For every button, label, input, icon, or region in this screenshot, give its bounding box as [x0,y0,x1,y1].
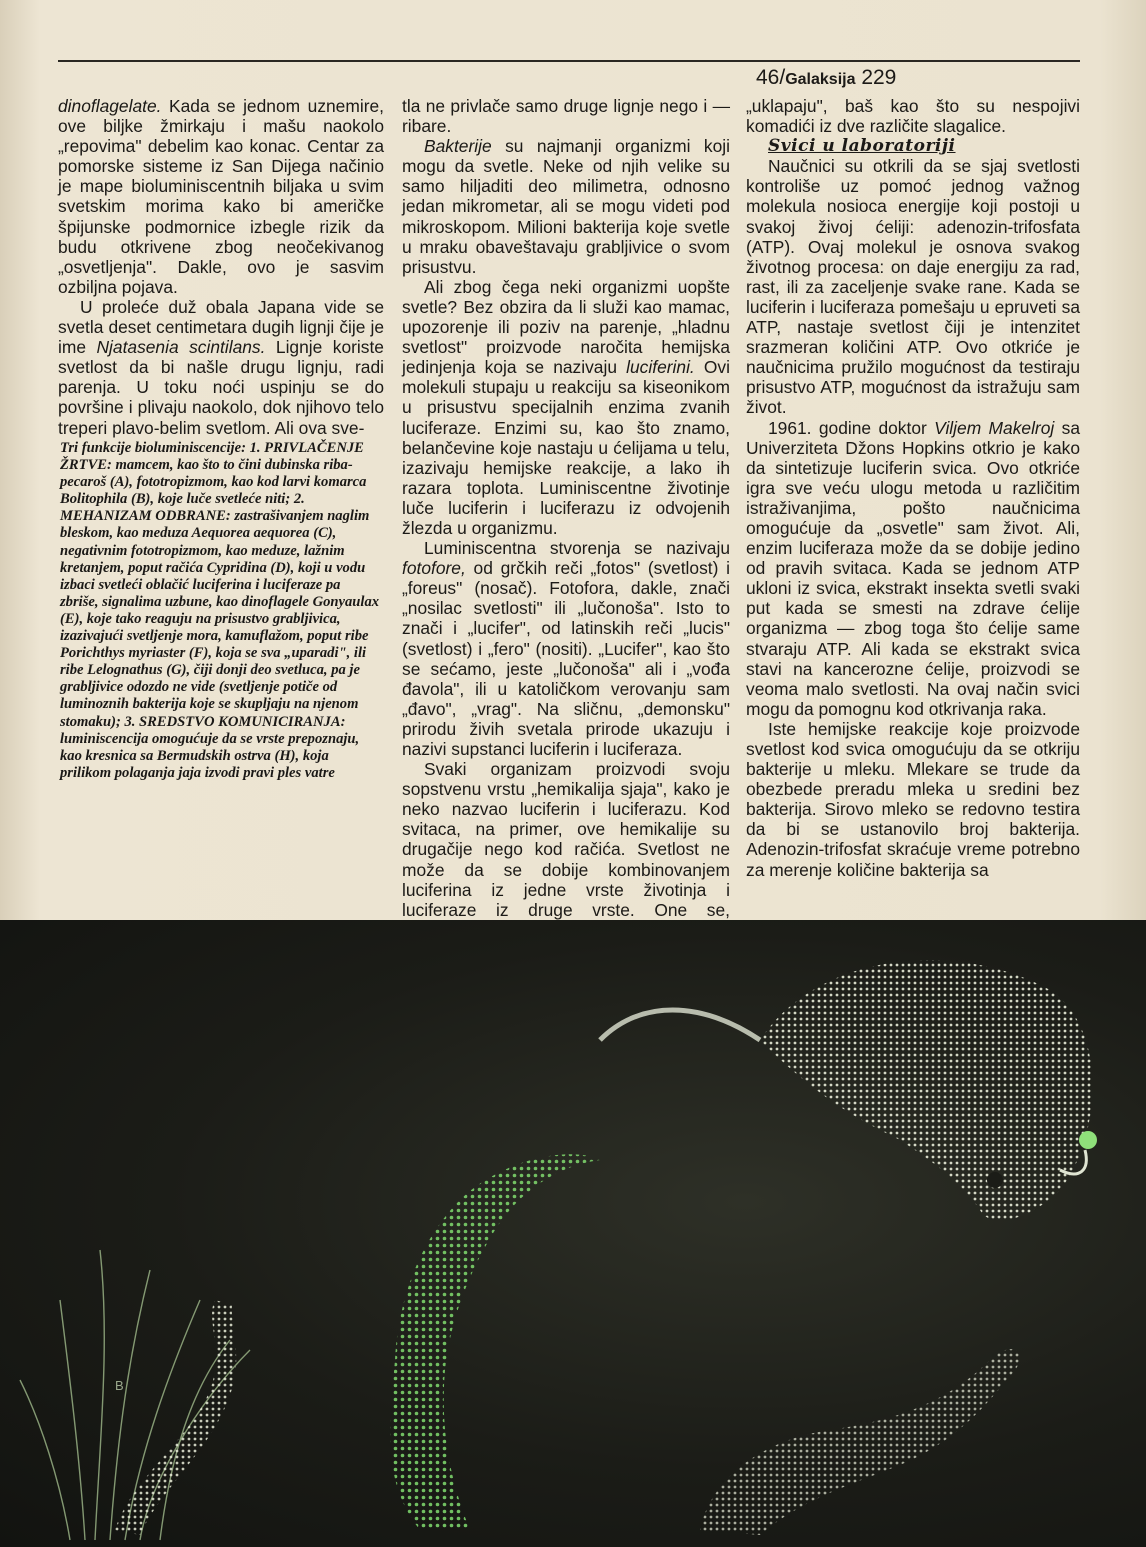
col1-p2-text-a: U proleće duž obala Japana vide se svetla deset centimetara dugih lignji čije je ime [58,296,384,358]
col2-p4-emphasis: fotofore, [402,558,466,579]
col2-paragraph-4 [402,538,730,759]
page-number: 46 [756,66,780,89]
glowing-worm [390,1154,600,1530]
col2-p3-text-a: Ali zbog čega neki organizmi uopšte svetle? Bez obzira da li služi kao mamac, upozorenje ili poziv na parenje, „hladnu svetlost" proizvode naročita hemijska jedinjenja koja se nazivaju [402,276,730,378]
glowing-eel [115,1300,236,1535]
col2-p3-text-b: Ovi molekuli stupaju u reakciju sa kiseonikom u prisustvu specijalnih enzima zvanih luciferaze. Enzimi su, kao što znamo, belančevine koje nastaju u ćelijama u telu, izazivaju hemijske reakcije, a lako ih razara toplota. Luminiscentne životinje luče luciferin i luciferazu iz odvojenih žlezda u organizmu. [402,357,730,538]
col3-paragraph-2: Naučnici su otkrili da se sjaj svetlosti kontroliše uz pomoć jednog važnog molekula nosioca energije koji postoji u svakoj živoj ćeliji: adenozin-trifosfata (ATP). Ovaj molekul je osnova svakog životnog procesa: on daje energiju za rad, rast, ili za zaceljenje svake rane. Kada se luciferin i luciferaza pomešaju u epruveti sa ATP, nastaje svetlost čiji je intenzitet srazmeran količini ATP. Ovo otkriće je naučnicima pružilo mogućnost da testiraju prisustvo ATP, mogućnost da istražuju sam život. [746,156,1080,418]
issue-number: 229 [861,66,897,89]
col2-p4-text-a: Luminiscentna stvorenja se nazivaju [424,538,730,559]
col1-p2-text-b: Lignje koriste svetlost da bi našle drugu lignju, radi parenja. U toku noći uspinju se do površine i plivaju naokolo, dok njihovo telo treperi plavo-belim svetlom. Ali ova sve- [58,337,384,438]
col3-paragraph-1: „uklapaju", baš kao što su nespojivi komadići iz dve različite slagalice. [746,96,1080,137]
magazine-name: Galaksija [785,71,856,88]
col3-paragraph-4: Iste hemijske reakcije koje proizvode svetlost kod svica omogućuju da se otkriju bakterije u mleku. Mlekare se trude da obezbede preradu mleka u sredini bez bakterija. Sirovo mleko se redovno testira da bi se ustanovilo broj bakterija. Adenozin-trifosfat skraćuje vreme potrebno za merenje količine bakterija sa [746,718,1080,880]
illustration-svg [0,920,1146,1547]
col2-p2-emphasis: Bakterije [424,136,492,157]
col2-paragraph-3 [402,277,730,538]
col1-paragraph-2 [58,297,384,438]
col2-p2-text: su najmanji organizmi koji mogu da svetle. Neke od njih velike su samo hiljaditi deo milimetra, odnosno jedan mikrometar, ali se mogu videti pod mikroskopom. Milioni bakterija koje svetle u mraku obaveštavaju grabljivice o svom prisustvu. [402,136,730,277]
col1-p2-emphasis: Njatasenia scintilans. [96,337,266,358]
col2-p4-text-b: od grčkih reči „fotos" (svetlost) i „foreus" (nosač). Fotofora, dakle, znači „nosilac svetlosti" ili „lučonoša". Isto to znači i „lucifer", od latinskih reči „lucis" (svetlost) i „fero" (nositi). „Lucifer", kao što se sećamo, jeste „lučonoša" ali i „vođa đavola", ili u katoličkom verovanju sam „đavo", „vrag". Na sličnu, „demonsku" prirodu živih svetala prirode ukazuju i nazivi supstanci luciferin i luciferaza. [402,558,730,759]
col3-p3-text-a: 1961. godine doktor [768,417,935,438]
glowing-anglerfish [600,960,1097,1220]
col2-paragraph-2 [402,136,730,277]
col2-paragraph-5: Svaki organizam proizvodi svoju sopstvenu vrstu „hemikalija sjaja", kako je neko nazvao luciferin i luciferazu. Kod svitaca, na primer, ove hemikalije su drugačije nego kod račića. Svetlost ne može da se dobije kombinovanjem luciferina iz jedne vrste životinja i luciferaze iz druge vrste. One se, [402,759,730,920]
col3-p3-emphasis: Viljem Makelroj [934,417,1055,438]
page-folio [756,66,896,90]
col3-p3-text-b: sa Univerziteta Džons Hopkins otkrio je kako da sintetizuje luciferin svica. Ovo otkriće igra sve veću ulogu metoda u različitim istraživanjima, pošto naučnicima omogućuje da „osvetle" sam život. Ali, enzim luciferaza može da se dobije jedino od pravih svitaca. Kada se jednom ATP ukloni iz svica, ekstrakt insekta svetli svaki put kada se smesti na zdrave ćelije organizma — zbog toga što ćelije same stvaraju ATP. Ali kada se ekstrakt svica stavi na kancerozne ćelije, proizvodi se veoma malo svetlosti. Na ovaj način svici mogu da pomognu kod otkrivanja raka. [746,417,1080,719]
header-rule [58,60,1080,62]
bioluminescence-illustration [0,920,1146,1547]
col1-p1-text: Kada se jednom uznemire, ove biljke žmirkaju i mašu naokolo „repovima" debelim kao konac. Centar za pomorske sisteme iz San Dijega načinio je mape bioluminiscentnih biljaka u svim svetskim morima kako bi američke špijunske podmornice izbegle rizik da budu otkrivene zbog neočekivanog „osvetljenja". Dakle, ovo je sasvim ozbiljna pojava. [58,96,384,297]
column-2 [402,96,730,940]
glowing-salamander [700,1349,1020,1535]
folio-separator: / [779,66,786,89]
section-heading: Svici u laboratoriji [768,136,956,157]
col2-p3-emphasis: luciferini. [626,357,695,378]
col1-p1-emphasis: dinoflagelate. [58,96,162,116]
col1-paragraph-1 [58,96,384,297]
figure-caption: Tri funkcije bioluminiscencije: 1. PRIVLAČENJE ŽRTVE: mamcem, kao što to čini dubinska riba-pecaroš (A), fototropizmom, kao kod larvi komarca Bolitophila (B), koje luče svetleće niti; 2. MEHANIZAM ODBRANE: zastrašivanjem naglim bleskom, kao meduza Aequorea aequorea (C), negativnim fototropizmom, kao meduze, lažnim kretanjem, poput račića Cypridina (D), koji u vodu izbaci svetleći oblačić luciferina i luciferaze pa zbriše, signalima uzbune, kao dinoflagele Gonyaulax (E), koje tako reaguju na prisustvo grabljivica, izazivajući svetljenje mora, kamuflažom, poput ribe Porichthys myriaster (F), koja se sva „uparadi", ili ribe Lelognathus (G), čiji donji deo svetluca, pa je grabljivice odozdo ne vide (svetljenje potiče od luminoznih bakterija koje se skupljaju na njenom stomaku); 3. SREDSTVO KOMUNICIRANJA: luminiscencija omogućuje da se vrste prepoznaju, kao kresnica sa Bermudskih ostrva (H), koja prilikom polaganja jaja izvodi pravi ples vatre [60,440,380,781]
figure-label-b: B [115,1378,124,1393]
column-1 [58,96,384,438]
col3-paragraph-3 [746,418,1080,719]
col2-paragraph-1: tla ne privlače samo druge lignje nego i — ribare. [402,96,730,137]
column-3 [746,96,1080,880]
